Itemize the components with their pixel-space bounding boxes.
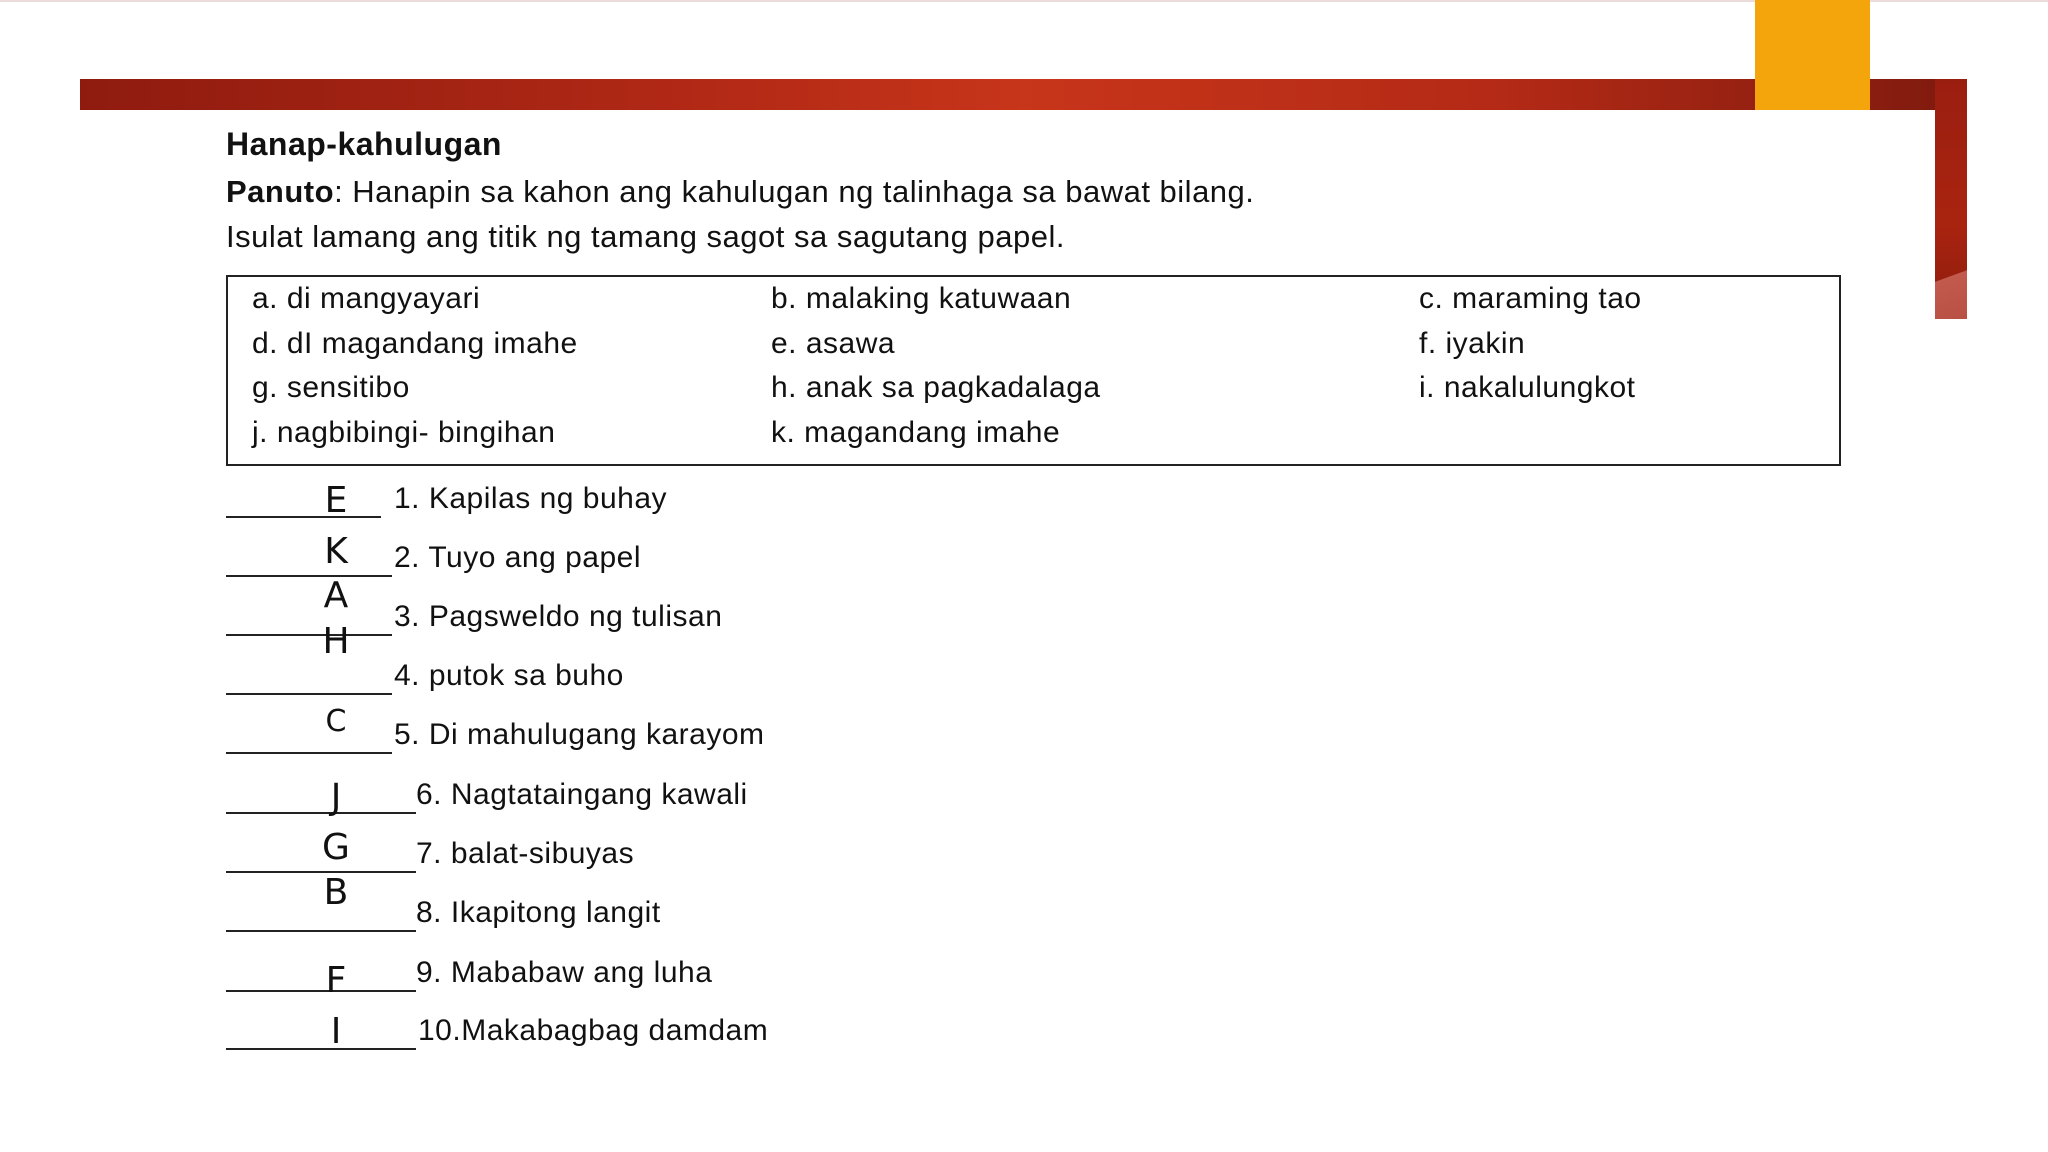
choice-c: c. maraming tao: [1419, 282, 1642, 315]
answer-7: G: [322, 827, 350, 868]
choice-k: k. magandang imahe: [771, 416, 1061, 449]
answer-5: C: [325, 704, 347, 739]
orange-accent-block: [1755, 0, 1870, 110]
answer-blank-3: [226, 634, 392, 636]
choice-b: b. malaking katuwaan: [771, 282, 1072, 315]
choice-f: f. iyakin: [1419, 327, 1526, 360]
question-text-8: 8. Ikapitong langit: [416, 896, 661, 929]
question-text-1: 1. Kapilas ng buhay: [394, 482, 668, 515]
answer-8: B: [323, 872, 349, 913]
answer-blank-5: [226, 752, 392, 754]
answer-3: A: [323, 575, 349, 616]
choice-a: a. di mangyayari: [252, 282, 481, 315]
choices-box: [226, 275, 1841, 466]
question-text-5: 5. Di mahulugang karayom: [394, 718, 765, 751]
question-text-7: 7. balat-sibuyas: [416, 837, 635, 870]
answer-blank-2: [226, 575, 392, 577]
top-border-line: [0, 0, 2048, 2]
instruction-line-2: Isulat lamang ang titik ng tamang sagot sa sagutang papel.: [226, 219, 1065, 254]
answer-4: H: [322, 621, 350, 662]
answer-2: K: [324, 531, 348, 572]
question-text-3: 3. Pagsweldo ng tulisan: [394, 600, 723, 633]
choice-j: j. nagbibingi- bingihan: [252, 416, 556, 449]
header-bar: [80, 79, 1967, 110]
worksheet-title: Hanap-kahulugan: [226, 126, 502, 162]
right-accent-bar-tip: [1935, 255, 1967, 319]
answer-blank-8: [226, 930, 416, 932]
question-text-10: 10.Makabagbag damdam: [418, 1014, 769, 1047]
question-text-2: 2. Tuyo ang papel: [394, 541, 642, 574]
answer-blank-4: [226, 693, 392, 695]
slide-content-area: [0, 110, 1935, 1152]
instruction-label: Panuto: [226, 174, 335, 209]
choice-h: h. anak sa pagkadalaga: [771, 371, 1101, 404]
answer-blank-1: [226, 516, 381, 518]
answer-10: I: [330, 1011, 342, 1052]
choice-i: i. nakalulungkot: [1419, 371, 1636, 404]
question-text-6: 6. Nagtataingang kawali: [416, 778, 748, 811]
choice-e: e. asawa: [771, 327, 896, 360]
answer-6: J: [330, 777, 342, 818]
answer-1: E: [324, 480, 348, 521]
question-text-4: 4. putok sa buho: [394, 659, 624, 692]
instruction-text: : Hanapin sa kahon ang kahulugan ng talinhaga sa bawat bilang.: [334, 174, 1255, 209]
answer-9: F: [325, 960, 347, 1001]
question-text-9: 9. Mababaw ang luha: [416, 956, 713, 989]
choice-d: d. dI magandang imahe: [252, 327, 578, 360]
instruction-line-1: [226, 174, 1254, 210]
choice-g: g. sensitibo: [252, 371, 410, 404]
